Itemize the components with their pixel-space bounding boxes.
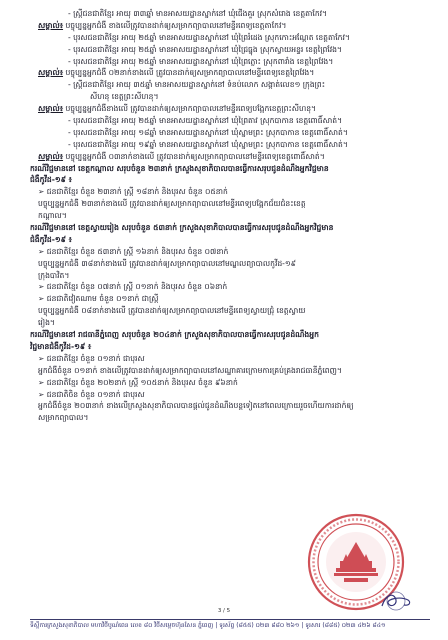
text-line: អ្នកជំងឺចំនួន ២០៣នាក់ ខាងលើក្រសួងសុខាភិបាលបានផ្តល់ជូនដំណឹងបន្តទៀតនៅពេលក្រោយរួចហើយការដាក់ឲ្យ <box>38 401 354 411</box>
text-line: ក្រុងបាវិត។ <box>38 270 70 280</box>
text-line: ➢ ជនជាតិខ្មែរ ចំនួន ២០២នាក់ ស្ត្រី ១០៥នាក់ និងបុរស ចំនួន ៩៦នាក់ <box>38 377 238 387</box>
text-line: ➢ ជនជាតិខ្មែរ ចំនួន ០១នាក់ ជាបុរស <box>38 353 145 363</box>
footer-divider <box>30 619 430 620</box>
section-heading-line: ជំងឺកូវីដ-១៩ ៖ <box>30 234 72 244</box>
footer-address: ទីស្តីការក្រសួងសុខាភិបាល មហាវិថីបូណ៌ពេន លេខ ៨០ វិថីសម្តេចហ៊ុន​សែន ភ្នំពេញ | ទូរស័ព្ទ (៨៥៥) ០២៣ ៨៨០ ២៦១ | ទូរសារ (៨៨៥) ០២៣ ៤២៦ ៨៤១ <box>30 622 386 629</box>
text-line: ➢ ជនជាតិខ្មែរ ចំនួន ២៣នាក់ ស្ត្រី ១៨នាក់ និងបុរស ចំនួន ០៥នាក់ <box>38 187 228 197</box>
section-heading-line: ករណីវិជ្ជមាននៅ ខេត្តកណ្តាល សរុបចំនួន ២៣នាក់ ក្រសួងសុខាភិបាលបានធ្វើការសរុបជូនដំណឹងអ្នកវិជ្ជមាន <box>30 163 329 173</box>
text-line: - បុរសជនជាតិខ្មែរ អាយុ ១៨ឆ្នាំ មានអាសយដ្ឋានស្នាក់នៅ ឃុំស្នាមព្រះ ស្រុកបាកាន ខេត្តពោធិ៍សាត់។ <box>68 127 348 137</box>
text-line: - ស្ត្រីជនជាតិខ្មែរ អាយុ ៣៣ឆ្នាំ មានអាសយដ្ឋានស្នាក់នៅ ឃុំជើងគួរ ស្រុកសំរោង ខេត្តតាកែវ។ <box>68 9 328 18</box>
text-line: ➢ ជនជាតិខ្មែរ ចំនួន ០៧នាក់ ស្ត្រី ០១នាក់ និងបុរស ចំនួន ០៦នាក់ <box>38 282 228 292</box>
section-heading-line: វិជ្ជមានជំងឺកូវីដ-១៩ ៖ <box>30 341 92 351</box>
signature <box>378 590 414 612</box>
text-line: អ្នកជំងឺចំនួន ០១នាក់ ខាងលើត្រូវបានដាក់ឲ្យសម្រាកព្យាបាលនៅសណ្ឋាគារក្រោមការគ្រប់គ្រងរាជធានីភ្នំពេញ។ <box>38 365 342 375</box>
section-heading-line: ករណីវិជ្ជមាននៅ ខេត្តស្វាយរៀង សរុបចំនួន ៥៣នាក់ ក្រសួងសុខាភិបាលបានធ្វើការសរុបជូនដំណឹងអ្នកវិជ្ជមាន <box>30 223 334 233</box>
text-line: ➢ ជនជាតិវៀតណាម ចំនួន ០១នាក់ ជាស្ត្រី <box>38 294 159 304</box>
note-text: បច្ចុប្បន្នអ្នកជំងឺខាងលើ ត្រូវបានដាក់ឲ្យសម្រាកព្យាបាលនៅមន្ទីរពេទ្យបង្អែកខេត្តព្រះសីហនុ។ <box>63 104 317 114</box>
text-line: សម្រាកព្យាបាល។ <box>38 413 89 423</box>
section-heading-line: ជំងឺកូវីដ-១៩ ៖ <box>30 175 72 185</box>
note-line <box>30 20 430 32</box>
note-line <box>30 151 430 163</box>
text-line: - ស្ត្រីជនជាតិខ្មែរ អាយុ ៣៥ឆ្នាំ មានអាសយដ្ឋានស្នាក់នៅ ទំនប់លោក សង្កាត់លេខ១ ក្រុងព្រះ <box>68 80 326 90</box>
note-text: បច្ចុប្បន្នអ្នកជំងឺ ខាងលើត្រូវបានដាក់ឲ្យសម្រាកព្យាបាលនៅមន្ទីរពេទ្យខេត្តតាកែវ។ <box>63 20 287 30</box>
text-line: - បុរសជនជាតិខ្មែរ អាយុ ១៩ឆ្នាំ មានអាសយដ្ឋានស្នាក់នៅ ឃុំស្នាមព្រះ ស្រុកបាកាន ខេត្តពោធិ៍សាត់។ <box>68 139 348 149</box>
text-line: បច្ចុប្បន្នអ្នកជំងឺ ៣៨នាក់ខាងលើ ត្រូវបានដាក់ឲ្យសម្រាកព្យាបាលនៅមណ្ឌលព្យាបាលកូវីដ-១៩ <box>38 258 297 268</box>
note-label: សម្គាល់៖ <box>38 20 64 30</box>
note-text: បច្ចុប្បន្នអ្នកជំងឺ ០២នាក់ខាងលើ ត្រូវបានដាក់ឲ្យសម្រាកព្យាបាលនៅមន្ទីរពេទ្យខេត្តព្រៃវែង។ <box>63 68 315 78</box>
text-line: ➢ ជនជាតិខ្មែរ ចំនួន ៥៣នាក់ ស្ត្រី ១៦នាក់ និងបុរស ចំនួន ០៧នាក់ <box>38 246 229 256</box>
note-line <box>30 103 430 115</box>
text-line: - បុរសជនជាតិខ្មែរ អាយុ ២៥ឆ្នាំ មានអាសយដ្ឋានស្នាក់នៅ ឃុំព្រៃរំដេង ស្រុកកោះអណ្តែត ខេត្តតាកែវ។ <box>68 32 350 42</box>
text-line: - បុរសជនជាតិខ្មែរ អាយុ ២៥ឆ្នាំ មានអាសយដ្ឋានស្នាក់នៅ ឃុំជ្រៃធ្នុង ស្រុកស្វាយអន្ទរ ខេត្តព្រៃវែង។ <box>68 44 342 54</box>
text-line: - បុរសជនជាតិខ្មែរ អាយុ ២៥ឆ្នាំ មានអាសយដ្ឋានស្នាក់នៅ ឃុំព្រៃភ្លោះ ស្រុកពារាំង ខេត្តព្រៃវែង។ <box>68 56 334 66</box>
section-heading-line: ករណីវិជ្ជមាននៅ រាជធានីភ្នំពេញ សរុបចំនួន ២០៤នាក់ ក្រសួងសុខាភិបាលបានធ្វើការសរុបជូនដំណឹងអ្នក <box>30 330 319 340</box>
note-label: សម្គាល់៖ <box>38 68 64 78</box>
note-line <box>30 67 430 79</box>
document-body <box>30 8 430 424</box>
text-line: ➢ ជនជាតិចិន ចំនួន ០១នាក់ ជាបុរស <box>38 389 145 399</box>
text-line: កណ្តាល។ <box>38 211 67 221</box>
text-line: - បុរសជនជាតិខ្មែរ អាយុ ២៥ឆ្នាំ មានអាសយដ្ឋានស្នាក់នៅ ឃុំព្រៃតាវ ស្រុកបាកាន ខេត្តពោធិ៍សាត់។ <box>68 116 343 126</box>
text-line: បច្ចុប្បន្នអ្នកជំងឺ ២៣នាក់ខាងលើ ត្រូវបានដាក់ឲ្យសម្រាកព្យាបាលនៅមន្ទីរពេទ្យបង្អែកជ័យជំនះខេត្ត <box>38 199 306 209</box>
text-line: រៀង។ <box>38 318 55 328</box>
text-line: សីហនុ ខេត្តព្រះសីហនុ។ <box>90 92 159 102</box>
text-line: បច្ចុប្បន្នអ្នកជំងឺ ០៨នាក់ខាងលើ ត្រូវបានដាក់ឲ្យសម្រាកព្យាបាលនៅមន្ទីរពេទ្យស្វាយជ្រុំ ខេត្តស្វាយ <box>38 306 306 316</box>
note-text: បច្ចុប្បន្នអ្នកជំងឺ ០៣នាក់ខាងលើ ត្រូវបានដាក់ឲ្យសម្រាកព្យាបាលនៅមន្ទីរពេទ្យខេត្តពោធិ៍សាត់។ <box>63 151 325 161</box>
page-number: 3 / 5 <box>217 608 231 614</box>
note-label: សម្គាល់៖ <box>38 151 64 161</box>
note-label: សម្គាល់៖ <box>38 104 64 114</box>
